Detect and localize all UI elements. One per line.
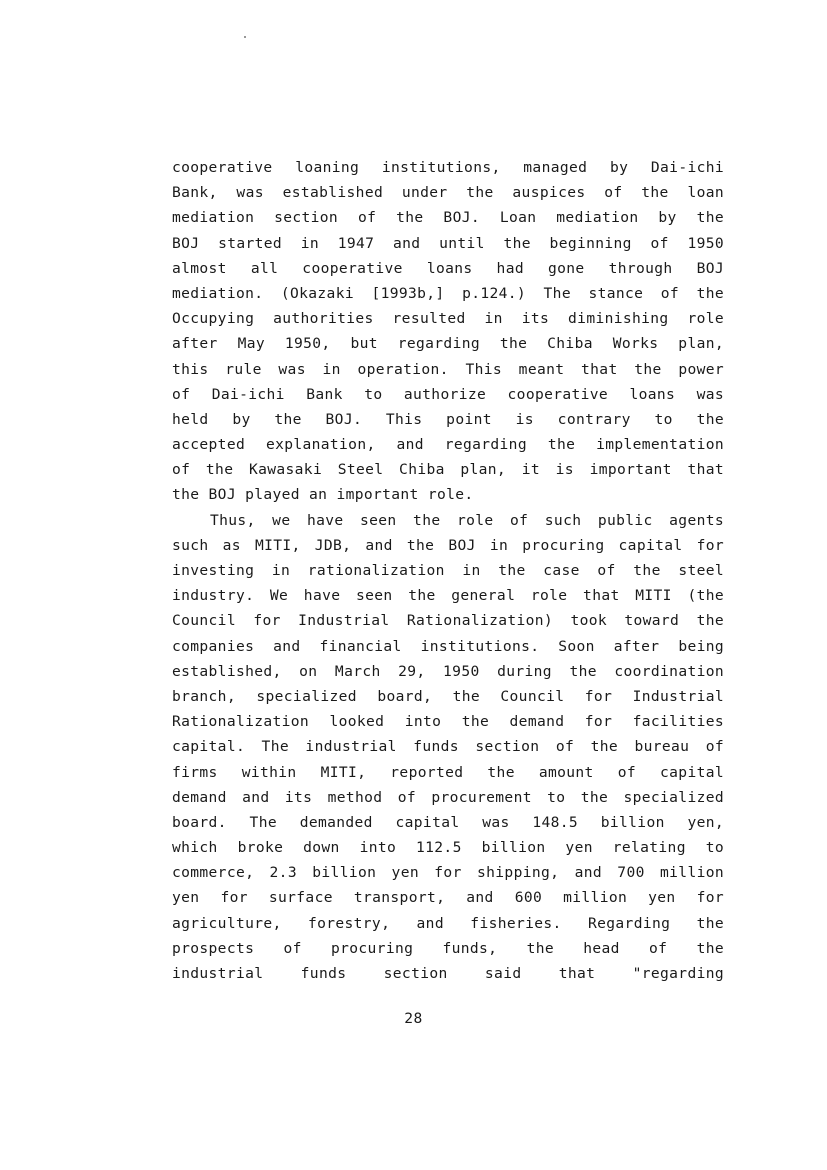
text-line: almost all cooperative loans had gone through BOJ	[172, 259, 724, 277]
page-number: 28	[404, 1010, 423, 1027]
text-line: this rule was in operation. This meant that the power	[172, 360, 724, 378]
text-line: branch, specialized board, the Council for Industrial	[172, 687, 724, 705]
text-line: which broke down into 112.5 billion yen relating to	[172, 839, 724, 857]
text-line: prospects of procuring funds, the head of the	[172, 939, 724, 957]
text-line: Occupying authorities resulted in its diminishing role	[172, 310, 724, 328]
text-line: cooperative loaning institutions, managed by Dai-ichi	[172, 159, 724, 176]
text-line: companies and financial institutions. Soon after being	[172, 637, 724, 655]
text-line: accepted explanation, and regarding the implementation	[172, 436, 724, 454]
body-text	[172, 155, 724, 986]
text-line: mediation section of the BOJ. Loan mediation by the	[172, 209, 724, 227]
text-line: Thus, we have seen the role of such public agents	[210, 511, 724, 529]
paragraph-2	[172, 508, 724, 987]
text-line: commerce, 2.3 billion yen for shipping, and 700 million	[172, 864, 724, 882]
text-line: held by the BOJ. This point is contrary to the	[172, 410, 724, 428]
text-line: mediation. (Okazaki [1993b,] p.124.) The stance of the	[172, 284, 724, 302]
text-line: investing in rationalization in the case of the steel	[172, 562, 724, 579]
text-line: BOJ started in 1947 and until the beginning of 1950	[172, 234, 724, 252]
text-line: board. The demanded capital was 148.5 billion yen,	[172, 813, 724, 831]
scan-speck	[244, 36, 246, 38]
text-line: established, on March 29, 1950 during the coordination	[172, 662, 724, 680]
text-line: the BOJ played an important role.	[172, 486, 474, 504]
paragraph-1	[172, 155, 724, 508]
text-line: yen for surface transport, and 600 million yen for	[172, 889, 724, 907]
text-line: capital. The industrial funds section of the bureau of	[172, 738, 724, 756]
text-line: after May 1950, but regarding the Chiba Works plan,	[172, 335, 724, 353]
text-line: industry. We have seen the general role that MITI (the	[172, 587, 724, 605]
text-line: Rationalization looked into the demand for facilities	[172, 713, 724, 731]
text-line: of Dai-ichi Bank to authorize cooperative loans was	[172, 385, 724, 403]
text-line: firms within MITI, reported the amount of capital	[172, 763, 724, 781]
text-line: of the Kawasaki Steel Chiba plan, it is important that	[172, 461, 724, 479]
text-line: industrial funds section said that "regarding	[172, 965, 724, 982]
text-line: Council for Industrial Rationalization) took toward the	[172, 612, 724, 630]
text-line: Bank, was established under the auspices of the loan	[172, 184, 724, 202]
text-line: agriculture, forestry, and fisheries. Regarding the	[172, 914, 724, 932]
text-line: demand and its method of procurement to the specialized	[172, 788, 724, 806]
text-line: such as MITI, JDB, and the BOJ in procuring capital for	[172, 536, 724, 554]
